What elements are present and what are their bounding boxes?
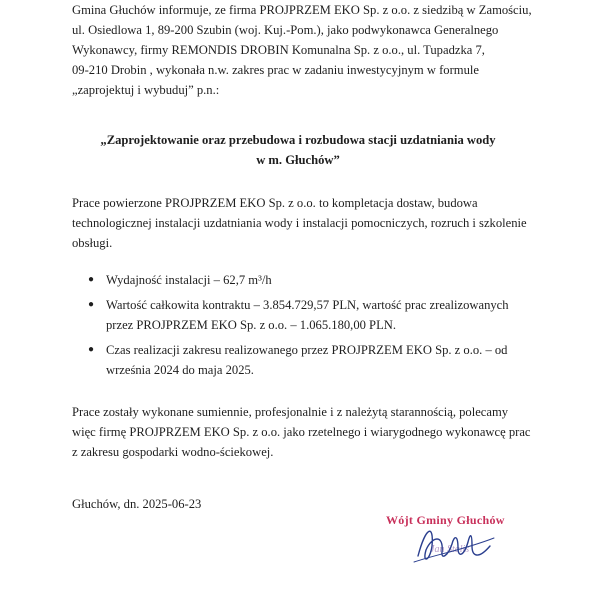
description-line: technologicznej instalacji uzdatniania wody i instalacji pomocniczych, rozruch i szkolenie bbox=[72, 216, 527, 230]
project-title bbox=[72, 130, 524, 170]
list-item-text: Wartość całkowita kontraktu – 3.854.729,57 PLN, wartość prac zrealizowanych bbox=[106, 298, 509, 312]
intro-line: Gmina Głuchów informuje, ze firma PROJPRZEM EKO Sp. z o.o. z siedzibą w Zamościu, bbox=[72, 3, 532, 17]
list-item-text: Czas realizacji zakresu realizowanego przez PROJPRZEM EKO Sp. z o.o. – od bbox=[106, 343, 508, 357]
description-line: Prace powierzone PROJPRZEM EKO Sp. z o.o. to kompletacja dostaw, budowa bbox=[72, 196, 478, 210]
list-item-text: września 2024 do maja 2025. bbox=[106, 363, 254, 377]
bullet-icon: ● bbox=[88, 299, 95, 310]
bullet-icon: ● bbox=[88, 274, 95, 285]
signature-icon bbox=[408, 516, 498, 571]
official-stamp bbox=[386, 506, 576, 576]
closing-line: więc firmę PROJPRZEM EKO Sp. z o.o. jako rzetelnego i wiarygodnego wykonawcę prac bbox=[72, 425, 531, 439]
stamp-name: Jan Stalis bbox=[430, 544, 470, 555]
intro-line: ul. Osiedlowa 1, 89-200 Szubin (woj. Kuj.-Pom.), jako podwykonawca Generalnego bbox=[72, 23, 499, 37]
list-item bbox=[88, 270, 538, 290]
scope-description bbox=[72, 193, 542, 253]
bullet-icon: ● bbox=[88, 344, 95, 355]
intro-line: 09-210 Drobin , wykonała n.w. zakres prac w zadaniu inwestycyjnym w formule bbox=[72, 63, 479, 77]
closing-line: Prace zostały wykonane sumiennie, profesjonalnie i z należytą starannością, polecamy bbox=[72, 405, 509, 419]
place-date-text: Głuchów, dn. 2025-06-23 bbox=[72, 497, 202, 511]
details-list bbox=[88, 270, 538, 385]
list-item bbox=[88, 295, 538, 335]
intro-paragraph bbox=[72, 0, 542, 100]
description-line: obsługi. bbox=[72, 236, 113, 250]
list-item-text: przez PROJPRZEM EKO Sp. z o.o. – 1.065.180,00 PLN. bbox=[106, 318, 397, 332]
closing-line: z zakresu gospodarki wodno-ściekowej. bbox=[72, 445, 274, 459]
list-item bbox=[88, 340, 538, 380]
project-title-line: w m. Głuchów” bbox=[256, 153, 340, 167]
stamp-title: Wójt Gminy Głuchów bbox=[386, 513, 505, 527]
project-title-line: „Zaprojektowanie oraz przebudowa i rozbudowa stacji uzdatniania wody bbox=[100, 133, 496, 147]
intro-line: „zaprojektuj i wybuduj” p.n.: bbox=[72, 83, 220, 97]
intro-line: Wykonawcy, firmy REMONDIS DROBIN Komunalna Sp. z o.o., ul. Tupadzka 7, bbox=[72, 43, 485, 57]
recommendation-paragraph bbox=[72, 402, 542, 462]
list-item-text: Wydajność instalacji – 62,7 m³/h bbox=[106, 273, 272, 287]
